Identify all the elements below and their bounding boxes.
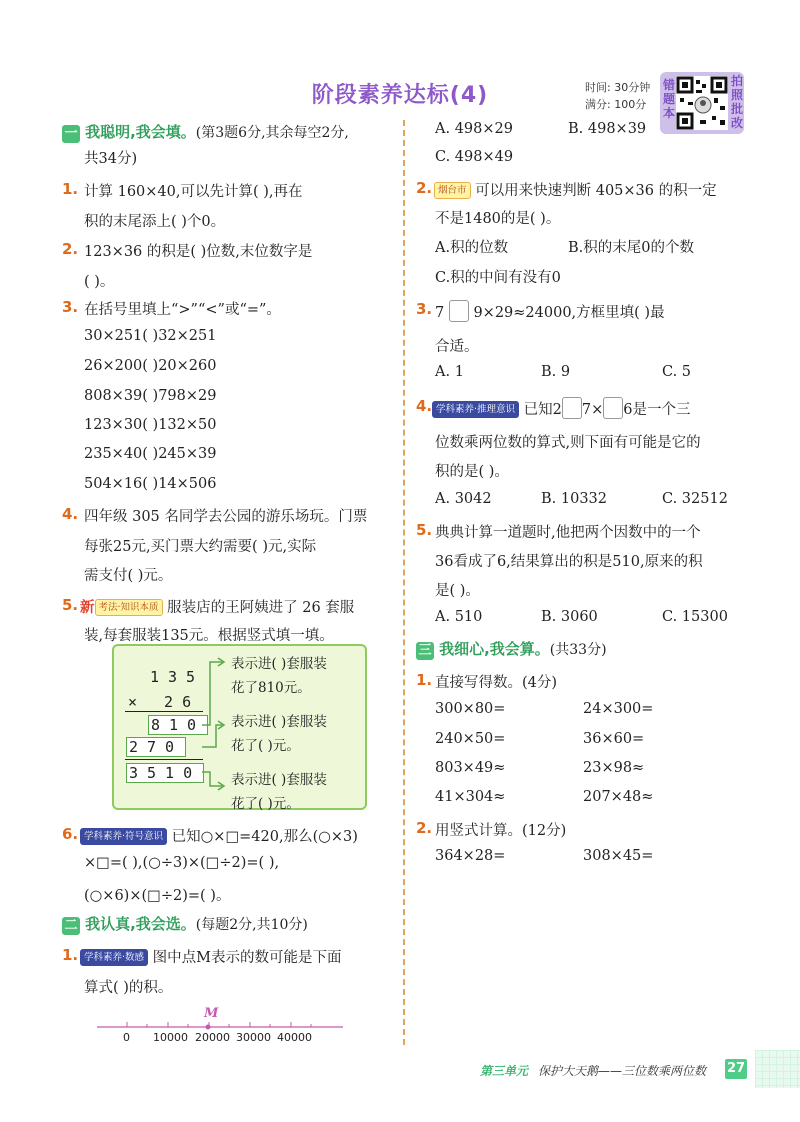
q6-line-3: (○×6)×(□÷2)=( )。 [84, 888, 231, 904]
footer-unit: 第三单元 [480, 1064, 529, 1078]
option: A. 510 [435, 609, 483, 625]
section-3-title: 我细心,我会算。 [439, 640, 550, 658]
q5-line-1 [80, 596, 354, 617]
calc-row-4: 270 [126, 737, 186, 757]
compare-item: 123×30( )132×50 [84, 417, 217, 433]
qr-code-icon[interactable] [676, 76, 728, 130]
oral-calc-item: 24×300= [583, 701, 654, 717]
s2-q5-number: 5. [416, 521, 433, 539]
s2-q3-text-a: 7 [435, 305, 445, 321]
s2-q2-text-1: 可以用来快速判断 405×36 的积一定 [475, 183, 717, 199]
section-3-header [416, 638, 607, 660]
q5-tag: 考法·知识本质 [95, 599, 163, 616]
column-divider [403, 120, 405, 1045]
option: B. 10332 [541, 491, 608, 507]
compare-item: 808×39( )798×29 [84, 388, 217, 404]
oral-calc-item: 41×304≈ [435, 789, 506, 805]
s2-q5-line-2: 36看成了6,结果算出的积是510,原来的积 [435, 554, 703, 570]
option: A. 1 [435, 364, 464, 380]
q6-line-1 [80, 825, 358, 846]
s3-q2-number: 2. [416, 819, 433, 837]
s2-q4-tag: 学科素养·推理意识 [432, 401, 519, 418]
section-1-number: 一 [62, 125, 80, 143]
option: A. 3042 [435, 491, 492, 507]
oral-calc-item: 803×49≈ [435, 760, 506, 776]
vertical-calc-item: 308×45= [583, 848, 654, 864]
footer-title: 保护大天鹅——三位数乘两位数 [538, 1064, 707, 1078]
q2-number: 2. [62, 240, 79, 258]
oral-calc-item: 36×60= [583, 731, 645, 747]
q6-text-1: 已知○×□=420,那么(○×3) [171, 829, 358, 845]
blank-box[interactable] [562, 397, 582, 419]
q1-line-2: 积的末尾添上( )个0。 [84, 214, 226, 230]
q4-line-2: 每张25元,买门票大约需要( )元,实际 [84, 539, 317, 555]
time-limit: 时间: 30分钟 [585, 81, 651, 94]
calc-row-2: × 26 [128, 693, 201, 711]
s2-q1-line-2: 算式( )的积。 [84, 980, 173, 996]
page-number: 27 [725, 1059, 747, 1079]
tick-label: 10000 [153, 1031, 188, 1044]
s2-q1-tag: 学科素养·数感 [80, 949, 148, 966]
tick-label: 30000 [236, 1031, 271, 1044]
s2-q3-line-2: 合适。 [435, 339, 479, 355]
section-3-number: 三 [416, 642, 434, 660]
footer-grid-decoration [755, 1050, 800, 1088]
option: C. 5 [662, 364, 692, 380]
s2-q3-line-1 [435, 300, 665, 322]
section-2-header [62, 913, 308, 935]
s2-q2-line-2: 不是1480的是( )。 [435, 211, 561, 227]
q2-line-1: 123×36 的积是( )位数,末位数字是 [84, 244, 313, 260]
calc-note-1b: 花了810元。 [231, 680, 311, 696]
option: B. 498×39 [568, 121, 647, 137]
option: A. 498×29 [435, 121, 513, 137]
compare-item: 504×16( )14×506 [84, 476, 217, 492]
option: C. 15300 [662, 609, 728, 625]
blank-box[interactable] [603, 397, 623, 419]
vertical-calc-item: 364×28= [435, 848, 506, 864]
q6-number: 6. [62, 825, 79, 843]
s2-q4-text-a: 已知2 [523, 402, 562, 418]
s2-q1-number: 1. [62, 946, 79, 964]
section-2-note: (每题2分,共10分) [195, 917, 308, 933]
s2-q3-text-b: 9×29≈24000,方框里填( )最 [473, 305, 665, 321]
photo-grade-label: 拍照批改 [730, 74, 743, 130]
section-2-title: 我认真,我会选。 [85, 915, 196, 933]
compare-item: 30×251( )32×251 [84, 328, 217, 344]
s3-q1-number: 1. [416, 671, 433, 689]
s2-q1-line-1 [80, 946, 342, 967]
s2-q5-line-3: 是( )。 [435, 583, 480, 599]
q1-line-1: 计算 160×40,可以先计算( ),再在 [84, 184, 303, 200]
point-m [206, 1025, 211, 1030]
section-3-note: (共33分) [549, 642, 607, 658]
s2-q4-number: 4. [416, 397, 433, 415]
section-1-note: (第3题6分,其余每空2分, [195, 125, 349, 141]
option: C. 32512 [662, 491, 728, 507]
oral-calc-item: 207×48≈ [583, 789, 654, 805]
oral-calc-item: 240×50= [435, 731, 506, 747]
section-1-header [62, 121, 349, 143]
s2-q4-line-1 [432, 397, 690, 419]
section-1-note-2: 共34分) [84, 151, 138, 167]
tick-label: 40000 [277, 1031, 312, 1044]
s2-q1-text-1: 图中点M表示的数可能是下面 [152, 950, 342, 966]
q6-tag: 学科素养·符号意识 [80, 828, 167, 845]
q2-line-2: ( )。 [84, 274, 115, 290]
tick-label: 20000 [195, 1031, 230, 1044]
s2-q4-text-b: 7× [581, 402, 604, 418]
q5-number: 5. [62, 596, 79, 614]
s2-q4-line-2: 位数乘两位数的算式,则下面有可能是它的 [435, 435, 701, 451]
option: B. 3060 [541, 609, 598, 625]
section-1-title: 我聪明,我会填。 [85, 123, 196, 141]
s3-q2-line-1: 用竖式计算。(12分) [435, 823, 567, 839]
q4-line-1: 四年级 305 名同学去公园的游乐场玩。门票 [84, 509, 368, 525]
q3-line-1: 在括号里填上“>”“<”或“=”。 [84, 302, 281, 318]
option: A.积的位数 [435, 240, 509, 256]
new-badge: 新 [80, 600, 95, 616]
q4-number: 4. [62, 505, 79, 523]
q5-text-1: 服装店的王阿姨进了 26 套服 [167, 600, 355, 616]
q3-number: 3. [62, 298, 79, 316]
blank-box[interactable] [449, 300, 469, 322]
s3-q1-line-1: 直接写得数。(4分) [435, 675, 558, 691]
compare-item: 26×200( )20×260 [84, 358, 217, 374]
s2-q2-number: 2. [416, 179, 433, 197]
q4-line-3: 需支付( )元。 [84, 568, 173, 584]
wrong-book-label: 错题本 [662, 78, 675, 120]
calc-note-3a: 表示进( )套服装 [231, 772, 327, 788]
s2-q4-text-c: 6是一个三 [623, 402, 691, 418]
s2-q2-line-1 [434, 179, 717, 200]
oral-calc-item: 23×98≈ [583, 760, 645, 776]
q5-line-2: 装,每套服装135元。根据竖式填一填。 [84, 628, 334, 644]
calc-row-3: 810 [148, 715, 208, 735]
section-2-number: 二 [62, 917, 80, 935]
calc-note-2a: 表示进( )套服装 [231, 714, 327, 730]
calc-note-2b: 花了( )元。 [231, 738, 300, 754]
calc-note-3b: 花了( )元。 [231, 796, 300, 812]
q6-line-2: ×□=( ),(○÷3)×(□÷2)=( ), [84, 855, 280, 871]
oral-calc-item: 300×80= [435, 701, 506, 717]
compare-item: 235×40( )245×39 [84, 446, 217, 462]
calc-row-1: 135 [150, 668, 205, 686]
option: C. 498×49 [435, 149, 514, 165]
option: B. 9 [541, 364, 571, 380]
option: B.积的末尾0的个数 [568, 240, 694, 256]
s2-q5-line-1: 典典计算一道题时,他把两个因数中的一个 [435, 525, 701, 541]
option: C.积的中间有没有0 [435, 270, 561, 286]
page-title: 阶段素养达标(4) [311, 83, 489, 108]
tick-label: 0 [123, 1031, 130, 1044]
full-score: 满分: 100分 [585, 98, 647, 111]
s2-q3-number: 3. [416, 300, 433, 318]
q1-number: 1. [62, 180, 79, 198]
calc-row-5: 3510 [126, 763, 204, 783]
s2-q2-tag: 烟台市 [434, 182, 471, 199]
point-m-label: M [204, 1006, 219, 1021]
calc-note-1a: 表示进( )套服装 [231, 656, 327, 672]
s2-q4-line-3: 积的是( )。 [435, 464, 509, 480]
